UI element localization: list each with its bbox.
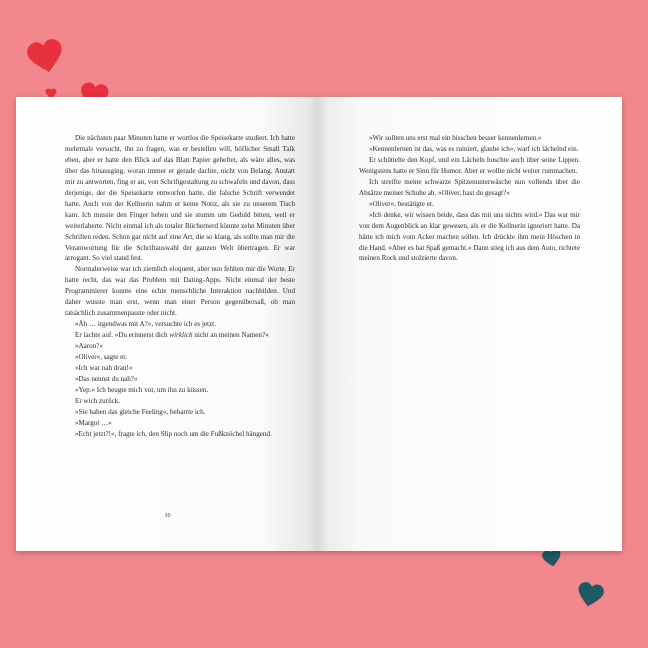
paragraph-text-tail: nicht an meinen Namen?«	[192, 331, 269, 340]
paragraph: Normalerweise war ich ziemlich eloquent, aber nun fehlten mir die Worte. Er hatte recht, das war das Problem mit Dating-Apps. Nicht einmal der beste Programmierer konnte eine echte menschliche Interaktion nachbilden. Und daher wusste man erst, wenn man einer Person gegenübersaß, ob man tatsächlich zusammenpasste oder nicht.	[65, 265, 295, 318]
paragraph: Die nächsten paar Minuten hatte er wortlos die Speisekarte studiert. Ich hatte mehrmals versucht, ihn zu fragen, was er bestellen will, höflicher Small Talk eben, aber er hatte den Blick auf das Blatt Papier geheftet, als wäre alles, was über das hinausging, woran immer er gerade dachte, nicht von Belang. Anstatt mir zu antworten, fing er an, von Schriftgestaltung zu schwafeln und davon, dass derjenige, der die Speisekarte entworfen hatte, die falsche Schrift verwendet hatte. Auch von der Kellnerin nahm er keine Notiz, als sie zu unserem Tisch kam. Ich musste den Finger heben und sie stumm um Geduld bitten, weil er weiterlaberte. Nicht einmal ich als totaler Büchernerd könnte zehn Minuten über Schriften reden. Schon gar nicht auf eine Art, die so klang, als sollte man mir die Verantwortung für die Schriftauswahl der ganzen Welt übertragen. Er war arrogant. So viel stand fest.	[65, 134, 295, 263]
paragraph: »Margot …«	[75, 418, 112, 427]
heart-icon-teal-large	[575, 582, 605, 610]
paragraph-with-emphasis	[65, 330, 295, 341]
paragraph: »Aaron?«	[75, 342, 103, 351]
paragraph: »Yep.« Ich beugte mich vor, um ihn zu küssen.	[75, 385, 209, 394]
paragraph-text: Er lachte auf. »Du erinnerst dich	[75, 331, 170, 340]
paragraph: »Echt jetzt?!«, fragte ich, den Slip noch um die Fußknöchel hängend.	[75, 429, 272, 438]
paragraph: »Wir sollten uns erst mal ein bisschen besser kennenlernen.«	[369, 134, 542, 142]
paragraph: »Ich denke, wir wissen beide, dass das mit uns nichts wird.« Das war mir von dem Augenblick an klar gewesen, als er die Kellnerin ignoriert hatte. Da hätte ich mich vom Acker machen sollen. Ich drückte ihm mein Höschen in die Hand. »Aber es hat Spaß gemacht.« Dann stieg ich aus dem Auto, richtete meinen Rock und stolzierte davon.	[359, 210, 580, 263]
paragraph: Er wich zurück.	[75, 396, 121, 405]
paragraph: »Sie haben das gleiche Feeling«, beharrte ich.	[75, 407, 206, 416]
left-page	[16, 97, 319, 551]
open-book	[16, 97, 622, 551]
emphasis-word: wirklich	[169, 331, 193, 340]
paragraph: »Ich war nah dran!«	[75, 364, 133, 373]
heart-icon-red-large	[27, 39, 65, 77]
paragraph: »Das nennst du nah?«	[75, 374, 138, 383]
paragraph: »Oliver«, sagte er.	[75, 353, 128, 362]
paragraph: Er schüttelte den Kopf, und ein Lächeln huschte auch über seine Lippen. Wenigstens hatte er Sinn für Humor. Aber er wollte nicht weiter rummachen.	[359, 155, 580, 175]
right-page	[319, 97, 622, 551]
paragraph: »Äh … irgendwas mit A?«, versuchte ich es jetzt.	[75, 320, 216, 329]
heart-icon-teal-small	[541, 549, 563, 569]
page-number: 10	[164, 513, 171, 519]
paragraph: Ich streifte meine schwarze Spitzenunterwäsche nun vollends über die Absätze meiner Schuhe ab. »Oliver, hast du gesagt?«	[359, 177, 580, 197]
paragraph: »Kennenlernen ist das, was es ruiniert, glaube ich«, warf ich lächelnd ein.	[369, 144, 579, 153]
paragraph: »Oliver«, bestätigte er.	[369, 199, 434, 208]
